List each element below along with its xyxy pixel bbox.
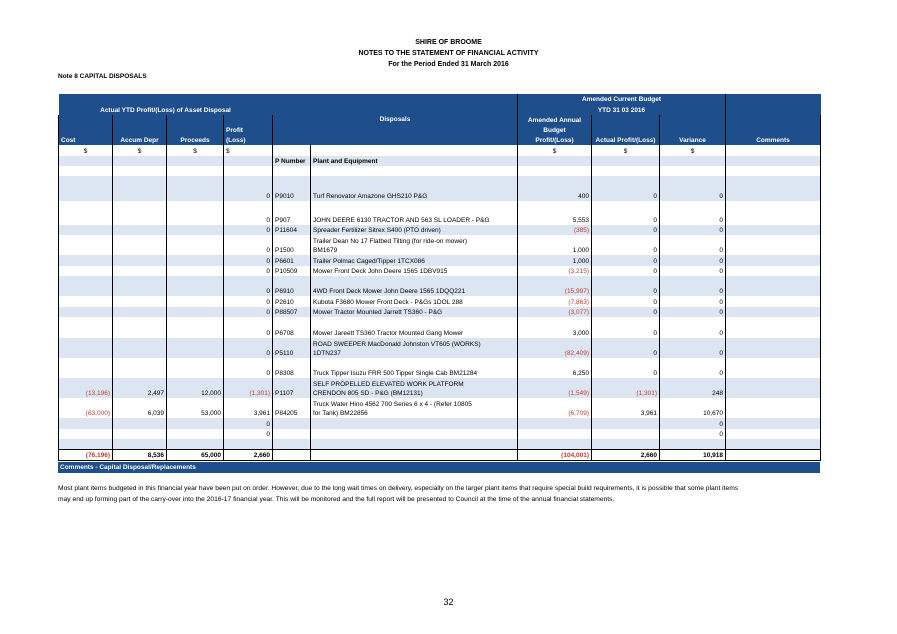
comments-text: Most plant items budgeted in this financial year have been put on order. However, due to the long wait times on delivery, especially on the larger plant items that require special build requirements, it is possible that some plant items may end up forming part of the carry-over into the 2016-17 financial year. This will be monitored and the full report will be presented to Council at the time of the annual financial statements. <box>58 485 739 503</box>
currency: $ <box>113 145 167 155</box>
note-title: Note 8 CAPITAL DISPOSALS <box>58 73 147 80</box>
table-row: 0 0 <box>59 429 821 439</box>
col-actual-pl: Actual Profit/(Loss) <box>592 135 660 145</box>
col-profit-2: (Loss) <box>224 135 273 145</box>
report-title: NOTES TO THE STATEMENT OF FINANCIAL ACTIVITY <box>358 50 539 57</box>
page-number: 32 <box>443 597 454 607</box>
table-row: 0 P2610 Kubota F3680 Mower Front Deck - P&Gs 1DOL 288 (7,863) 0 0 <box>59 296 821 306</box>
currency: $ <box>592 145 660 155</box>
col-comments: Comments <box>726 135 821 145</box>
currency: $ <box>167 145 224 155</box>
comments-title: Comments - Capital Disposal/Replacements <box>58 462 820 473</box>
col-proceeds: Proceeds <box>167 135 224 145</box>
table-row: 0 P9010 Turf Renovator Amazone GHS210 P&G 400 0 0 <box>59 187 821 201</box>
group-actual-ytd: Actual YTD Profit/(Loss) of Asset Disposal <box>100 106 231 114</box>
table-row: 0 P11604 Spreader Fertilizer Sitrex S400 (PTO driven) (385) 0 0 <box>59 225 821 235</box>
table-row: 0 P6910 4WD Front Deck Mower John Deere 1565 1DQQ221 (15,997) 0 0 <box>59 286 821 296</box>
table-row: 0 P8308 Truck Tipper Isuzu FRR 500 Tipper Single Cab BM21284 6,250 0 0 <box>59 368 821 378</box>
pnumber-heading: P Number <box>273 156 311 166</box>
currency: $ <box>518 145 592 155</box>
table-row: (13,196) 2,497 12,000 (1,301) P1107 SELF PROPELLED ELEVATED WORK PLATFORM CRENDON 805 SD - P&G (BM12131) (1,549) (1,301) 248 <box>59 378 821 398</box>
table-row: 0 P5110 ROAD SWEEPER MacDonald Johnston VT605 (WORKS) 1DTN237 (82,409) 0 0 <box>59 338 821 358</box>
totals-row: (76,196) 8,536 65,000 2,660 (104,001) 2,660 10,918 <box>59 450 821 461</box>
col-aab-2: Budget <box>518 125 592 135</box>
section-heading: Plant and Equipment <box>311 156 518 166</box>
col-aab-1: Amended Annual <box>518 115 592 125</box>
col-accum-depr: Accum Depr <box>113 135 167 145</box>
capital-disposals-table <box>58 94 821 461</box>
currency: $ <box>224 145 273 155</box>
table-row: 0 0 <box>59 418 821 428</box>
table-row: 0 P6601 Trailer Polmac Caged/Tipper 1TCX086 1,000 0 0 <box>59 255 821 265</box>
table-row: 0 P10509 Mower Front Deck John Deere 1565 1DBV915 (3,215) 0 0 <box>59 266 821 276</box>
col-aab-3: Profit/(Loss) <box>518 135 592 145</box>
table-row: 0 P1500 Trailer Dean No 17 Flatbed Tilting (for ride-on mower) BM1679 1,000 0 0 <box>59 235 821 255</box>
group-amended-budget: Amended Current Budget <box>518 94 726 104</box>
ytd-label: YTD 31 03 2016 <box>518 104 726 114</box>
report-period: For the Period Ended 31 March 2016 <box>388 61 509 68</box>
col-profit-1: Profit <box>224 125 273 135</box>
table-row: 0 P88507 Mower Tractor Mounted Jarrett TS360 - P&G (3,077) 0 0 <box>59 307 821 317</box>
col-variance: Variance <box>660 135 726 145</box>
table-row: (63,000) 6,039 53,000 3,961 P84205 Truck Water Hino 4562 700 Series 6 x 4 - (Refer 10805 for Tank) BM22856 (6,709) 3,961 10,670 <box>59 398 821 418</box>
col-cost: Cost <box>59 135 113 145</box>
table-row: 0 P6708 Mower Jareett TS360 Tractor Mounted Gang Mower 3,000 0 0 <box>59 327 821 337</box>
currency: $ <box>660 145 726 155</box>
currency: $ <box>59 145 113 155</box>
col-disposals: Disposals <box>273 115 518 125</box>
org-name: SHIRE OF BROOME <box>415 39 482 46</box>
table-row: 0 P907 JOHN DEERE 6130 TRACTOR AND 563 SL LOADER - P&G 5,553 0 0 <box>59 211 821 225</box>
